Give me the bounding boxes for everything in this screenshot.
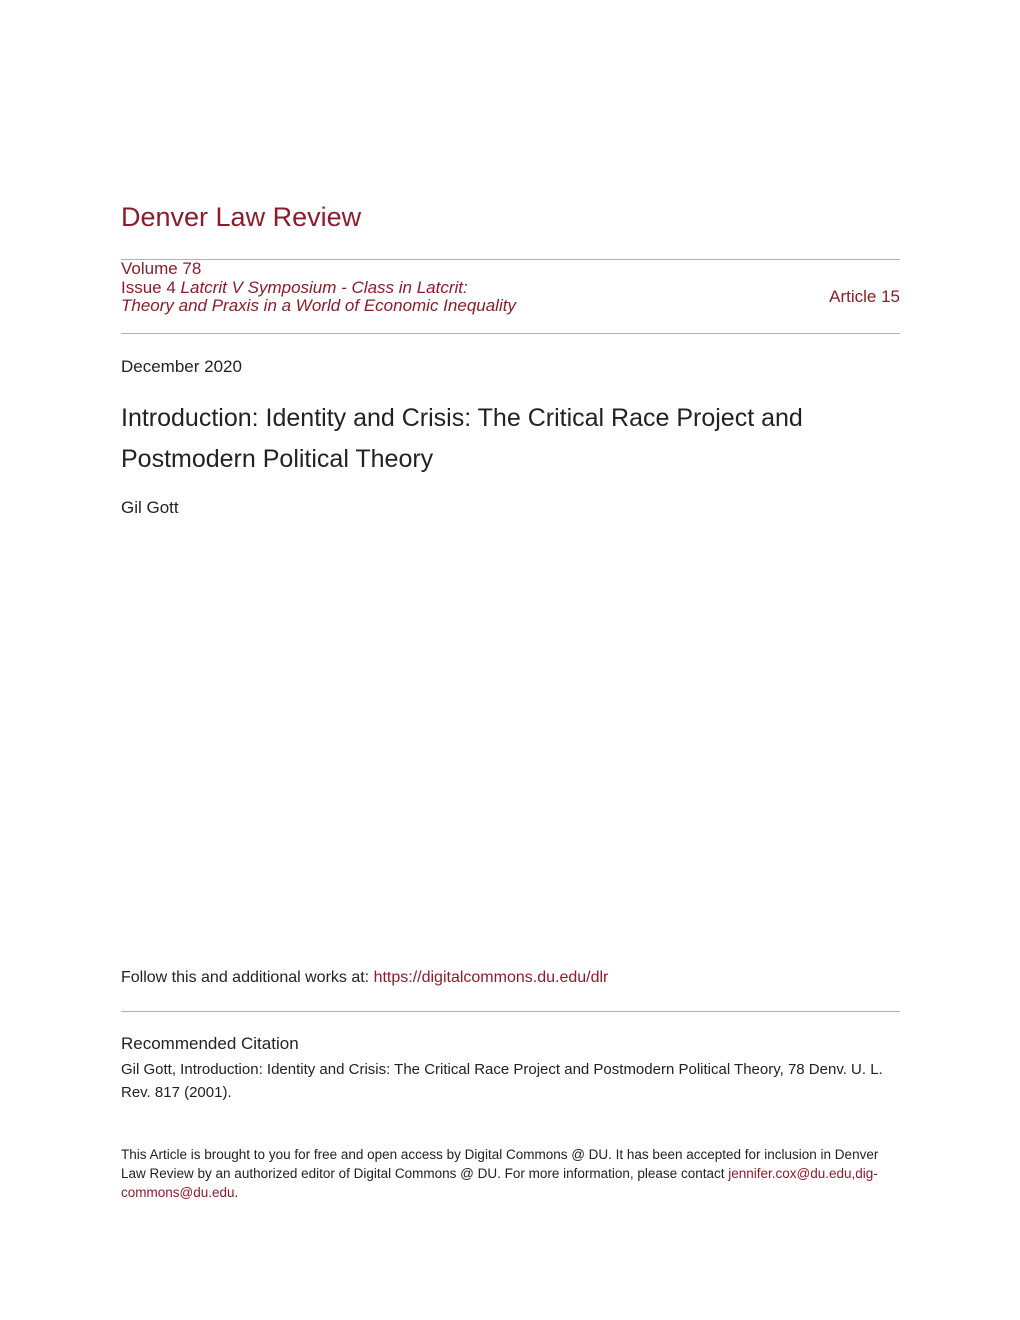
journal-title-link[interactable]: Denver Law Review [121, 202, 362, 232]
author-name: Gil Gott [121, 498, 179, 517]
issue-title-link[interactable]: Latcrit V Symposium - Class in Latcrit: Theory and Praxis in a World of Economic Inequality [121, 277, 516, 315]
issue-info [121, 260, 521, 316]
citation-divider [121, 1011, 900, 1012]
contact-email-link[interactable]: jennifer.cox@du.edu,dig-commons@du.edu [121, 1166, 878, 1200]
collection-link[interactable]: https://digitalcommons.du.edu/dlr [373, 969, 609, 986]
publication-date: December 2020 [121, 357, 242, 376]
access-notice [121, 1145, 881, 1202]
citation-text: Gil Gott, Introduction: Identity and Crisis: The Critical Race Project and Postmodern Political Theory, 78 Denv. U. L. Rev. 817 (2001). [121, 1061, 883, 1101]
article-number-link[interactable]: Article 15 [829, 287, 900, 306]
follow-text: Follow this and additional works at: [121, 969, 374, 986]
article-title: Introduction: Identity and Crisis: The Critical Race Project and Postmodern Political Theory [121, 404, 803, 473]
follow-line [121, 969, 608, 987]
citation-heading: Recommended Citation [121, 1034, 299, 1053]
bottom-divider [121, 333, 900, 334]
volume-link[interactable]: Volume 78 [121, 259, 202, 278]
access-notice-text: This Article is brought to you for free and open access by Digital Commons @ DU. It has been accepted for inclusion in Denver Law Review by an authorized editor of Digital Commons @ DU. For more information, please contact [121, 1147, 879, 1181]
issue-label-link[interactable]: Issue 4 [121, 277, 176, 297]
access-notice-end: . [234, 1185, 239, 1200]
